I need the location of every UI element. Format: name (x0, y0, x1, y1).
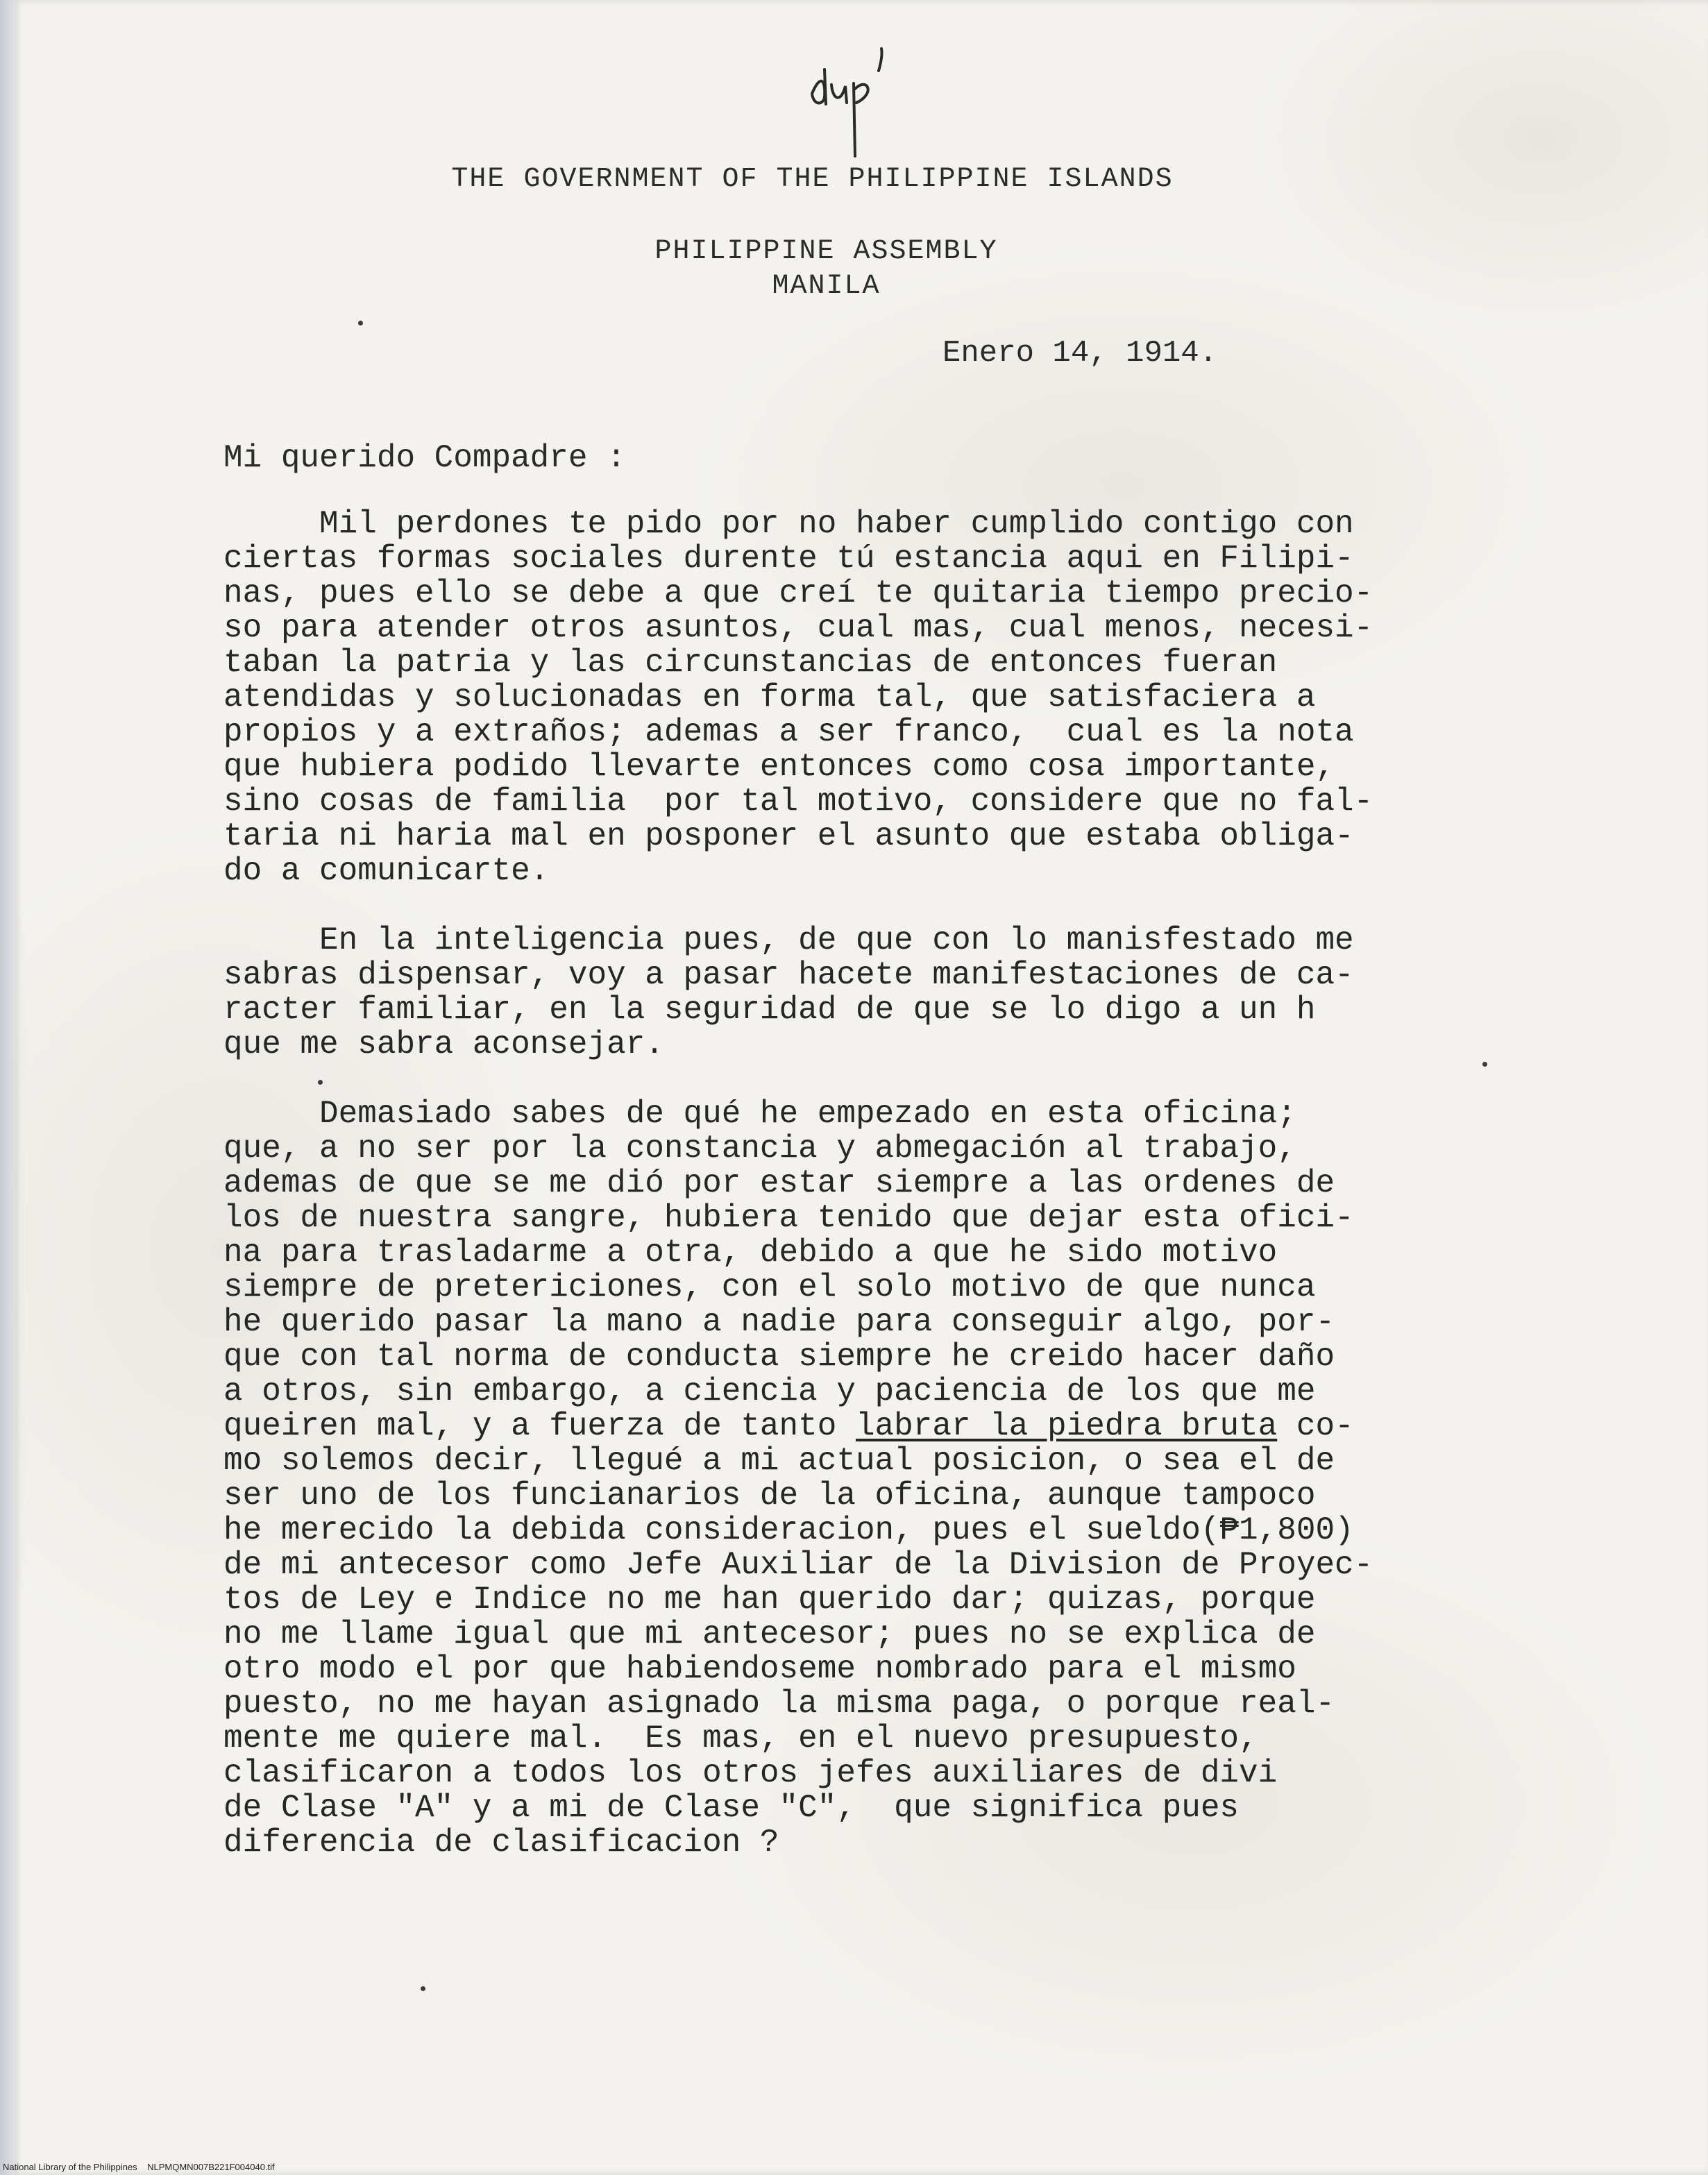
handwritten-annotation (798, 28, 909, 160)
underlined-phrase: labrar la piedra bruta (855, 1408, 1278, 1444)
text-line: otro modo el por que habiendoseme nombrado para el mismo (223, 1651, 1296, 1687)
text-line: que me sabra aconsejar. (223, 1026, 664, 1063)
text-line: taria ni haria mal en posponer el asunto que estaba obliga- (223, 818, 1354, 854)
archive-footer: National Library of the Philippines NLPMQMN007B221F004040.tif (3, 2162, 275, 2172)
text-span: queiren mal, y a fuerza de tanto (223, 1408, 856, 1444)
text-line: ser uno de los funcianarios de la oficina, aunque tampoco (223, 1478, 1316, 1514)
paragraph-1 (223, 507, 1528, 888)
text-line: no me llame igual que mi antecesor; pues no se explica de (223, 1616, 1316, 1652)
text-line: que, a no ser por la constancia y abmegación al trabajo, (223, 1131, 1296, 1167)
text-line: puesto, no me hayan asignado la misma paga, o porque real- (223, 1686, 1335, 1722)
text-line: Demasiado sabes de qué he empezado en esta oficina; (223, 1096, 1296, 1132)
paper-speck (421, 1986, 425, 1991)
text-line: he querido pasar la mano a nadie para conseguir algo, por- (223, 1304, 1335, 1340)
paragraph-3 (223, 1097, 1528, 1860)
paragraph-2 (223, 923, 1528, 1062)
text-span: co- (1277, 1408, 1354, 1444)
text-line: que con tal norma de conducta siempre he creido hacer daño (223, 1339, 1335, 1375)
text-line: so para atender otros asuntos, cual mas, cual menos, necesi- (223, 610, 1373, 646)
text-line: he merecido la debida consideracion, pues el sueldo(₱1,800) (223, 1512, 1354, 1548)
text-line: mente me quiere mal. Es mas, en el nuevo presupuesto, (223, 1720, 1258, 1757)
text-line: a otros, sin embargo, a ciencia y paciencia de los que me (223, 1373, 1316, 1410)
text-line: Mil perdones te pido por no haber cumplido contigo con (223, 506, 1354, 542)
text-line: diferencia de clasificacion ? (223, 1825, 779, 1861)
text-line: de Clase "A" y a mi de Clase "C", que significa pues (223, 1790, 1240, 1826)
text-line: do a comunicarte. (223, 853, 550, 889)
paper-speck (1482, 1062, 1487, 1067)
salutation: Mi querido Compadre : (223, 440, 626, 476)
text-line: na para trasladarme a otra, debido a que he sido motivo (223, 1235, 1278, 1271)
letterhead-government: THE GOVERNMENT OF THE PHILIPPINE ISLANDS (451, 164, 1174, 195)
letterhead-city: MANILA (772, 271, 881, 302)
text-line: siempre de pretericiones, con el solo motivo de que nunca (223, 1269, 1316, 1305)
text-line: tos de Ley e Indice no me han querido dar; quizas, porque (223, 1582, 1316, 1618)
text-line: taban la patria y las circunstancias de entonces fueran (223, 645, 1278, 681)
text-line: En la inteligencia pues, de que con lo manisfestado me (223, 922, 1354, 958)
text-line: los de nuestra sangre, hubiera tenido que dejar esta ofici- (223, 1200, 1354, 1236)
text-line: mo solemos decir, llegué a mi actual posicion, o sea el de (223, 1443, 1335, 1479)
paper-speck (318, 1080, 323, 1085)
text-line: clasificaron a todos los otros jefes auxiliares de divi (223, 1755, 1278, 1791)
text-line: nas, pues ello se debe a que creí te quitaria tiempo precio- (223, 575, 1373, 611)
scan-edge (0, 0, 15, 2175)
text-line: sabras dispensar, voy a pasar hacete manifestaciones de ca- (223, 957, 1354, 993)
letterhead-assembly: PHILIPPINE ASSEMBLY (654, 236, 998, 267)
text-line: sino cosas de familia por tal motivo, considere que no fal- (223, 784, 1373, 820)
text-line: racter familiar, en la seguridad de que se lo digo a un h (223, 992, 1316, 1028)
text-line-underlined (223, 1409, 1528, 1444)
text-line: ademas de que se me dió por estar siempre a las ordenes de (223, 1165, 1335, 1201)
text-line: de mi antecesor como Jefe Auxiliar de la Division de Proyec- (223, 1547, 1373, 1583)
text-line: atendidas y solucionadas en forma tal, que satisfaciera a (223, 679, 1316, 716)
text-line: ciertas formas sociales durente tú estancia aqui en Filipi- (223, 541, 1354, 577)
paper-speck (358, 321, 363, 325)
text-line: que hubiera podido llevarte entonces como cosa importante, (223, 749, 1335, 785)
text-line: propios y a extraños; ademas a ser franco, cual es la nota (223, 714, 1354, 750)
letter-date: Enero 14, 1914. (942, 336, 1218, 371)
